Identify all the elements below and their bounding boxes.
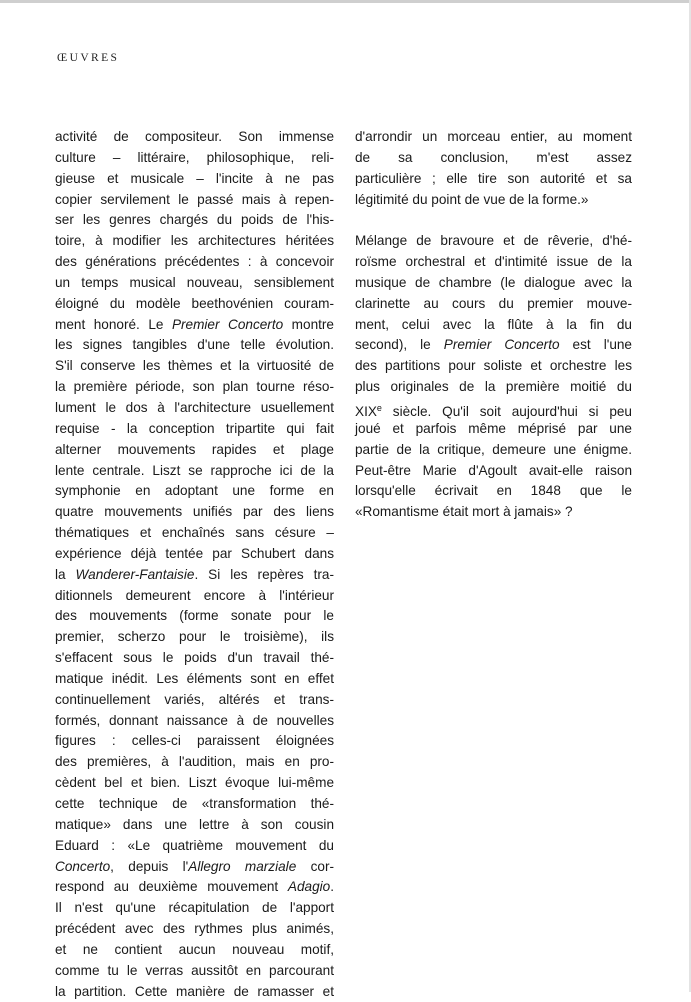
text-line — [355, 335, 632, 356]
text-line: Mélange de bravoure et de rêverie, d'hé- — [355, 233, 632, 249]
text-line — [55, 315, 334, 336]
text-line: formés, donnant naissance à de nouvelles — [55, 712, 334, 728]
text-line: culture – littéraire, philosophique, reli- — [55, 149, 334, 165]
text-line: Il n'est qu'une récapitulation de l'apport — [55, 900, 334, 916]
right-text-column — [355, 127, 632, 523]
running-head: ŒUVRES — [57, 52, 120, 64]
text-line: figures : celles-ci paraissent éloignées — [55, 733, 334, 749]
text-line: cèdent bel et bien. Liszt évoque lui-même — [55, 775, 334, 791]
italic-title: Adagio — [287, 879, 331, 895]
text-line: légitimité du point de vue de la forme.» — [355, 191, 589, 207]
text-line: des premières, à l'audition, mais en pro- — [55, 754, 334, 770]
italic-title: Wanderer-Fantaisie — [75, 566, 195, 582]
italic-title: Allegro marziale — [188, 858, 297, 874]
text-line: clarinette au cours du premier mouve- — [355, 295, 632, 311]
text-run: second), le — [355, 337, 444, 353]
text-line — [55, 565, 334, 586]
text-line — [55, 857, 334, 878]
text-line: cette technique de «transformation thé- — [55, 796, 334, 811]
text-line: lente centrale. Liszt se rapproche ici de la — [55, 462, 334, 478]
italic-title: Premier Concerto — [171, 316, 284, 332]
text-run: . — [330, 879, 334, 895]
text-run: la — [55, 566, 76, 582]
text-line: éloigné du modèle beethovénien couram- — [55, 295, 334, 311]
text-line: symphonie en adoptant une forme en — [55, 483, 334, 499]
text-line: plus originales de la première moitié du — [355, 379, 632, 395]
text-run: cor- — [296, 858, 334, 874]
left-text-column — [55, 127, 334, 1002]
text-line: lorsqu'elle écrivait en 1848 que le — [355, 483, 632, 499]
text-run: . Si les repères tra- — [194, 566, 334, 582]
text-line: matique inédit. Les éléments sont en effet — [55, 670, 334, 686]
text-line — [55, 877, 334, 898]
text-line: lument le dos à l'architecture usuellement — [55, 399, 334, 415]
text-line: alterner mouvements rapides et plage — [55, 441, 334, 457]
text-line: ditionnels demeurent encore à l'intérieur — [55, 587, 334, 603]
text-run: est l'une — [559, 337, 632, 353]
text-line: d'arrondir un morceau entier, au moment — [355, 129, 632, 144]
text-line: précédent avec des rythmes plus animés, — [55, 921, 334, 937]
text-line: des mouvements (forme sonate pour le — [55, 608, 334, 624]
text-line: «Romantisme était mort à jamais» ? — [355, 504, 573, 520]
text-line: Peut-être Marie d'Agoult avait-elle raison — [355, 462, 632, 478]
text-line: activité de compositeur. Son immense — [55, 129, 334, 144]
italic-title: Concerto — [55, 858, 111, 874]
text-line: comme tu le verras aussitôt en parcourant — [55, 962, 334, 978]
text-line: musique de chambre (le dialogue avec la — [355, 274, 632, 290]
scan-top-edge — [0, 0, 691, 3]
text-line: S'il conserve les thèmes et la virtuosité de — [55, 358, 334, 374]
text-run: ment honoré. Le — [55, 316, 172, 332]
text-line: des générations précédentes : à concevoir — [55, 254, 334, 270]
text-line: expérience déjà tentée par Schubert dans — [55, 545, 334, 561]
text-run: XIX — [355, 403, 377, 419]
text-line: des partitions pour soliste et orchestre les — [355, 358, 632, 374]
text-line — [355, 398, 632, 419]
text-line: premier, scherzo pour le troisième), ils — [55, 629, 334, 645]
text-line: un temps musical nouveau, sensiblement — [55, 274, 334, 290]
text-line: les signes tangibles d'une telle évolution. — [55, 337, 334, 353]
text-line: gieuse et musicale – l'incite à ne pas — [55, 170, 334, 186]
text-line: matique» dans une lettre à son cousin — [55, 816, 334, 832]
text-line: continuellement variés, altérés et trans- — [55, 691, 334, 707]
text-line: la première période, son plan tourne réso- — [55, 379, 334, 395]
superscript: e — [376, 402, 382, 413]
text-line: copier servilement le passé mais à repen- — [55, 191, 334, 207]
text-line: toire, à modifier les architectures héritées — [55, 233, 334, 249]
text-line: thématiques et enchaînés sans césure – — [55, 525, 334, 541]
text-line: Eduard : «Le quatrième mouvement du — [55, 837, 334, 853]
text-line: la partition. Cette manière de ramasser et — [55, 983, 334, 999]
text-line: roïsme orchestral et d'intimité issue de la — [355, 254, 632, 270]
text-line: partie de la critique, demeure une énigme. — [355, 441, 632, 457]
text-line: joué et parfois même méprisé par une — [355, 420, 632, 436]
italic-title: Premier Concerto — [443, 337, 560, 353]
text-line: s'effacent sous le poids d'un travail thé- — [55, 650, 334, 666]
paragraph-break — [355, 210, 632, 231]
text-run: montre — [283, 316, 334, 332]
text-run: siècle. Qu'il soit aujourd'hui si peu — [381, 403, 632, 419]
text-line: quatre mouvements unifiés par des liens — [55, 504, 334, 520]
text-run: respond au deuxième mouvement — [55, 879, 288, 895]
text-line: de sa conclusion, m'est assez — [355, 149, 632, 165]
text-line: particulière ; elle tire son autorité et sa — [355, 170, 632, 186]
text-line: ment, celui avec la flûte à la fin du — [355, 316, 632, 332]
text-line: et ne contient aucun nouveau motif, — [55, 941, 334, 957]
text-run: , depuis l' — [110, 858, 189, 874]
text-line: ser les genres chargés du poids de l'his- — [55, 212, 334, 228]
text-line: requise - la conception tripartite qui fait — [55, 420, 334, 436]
